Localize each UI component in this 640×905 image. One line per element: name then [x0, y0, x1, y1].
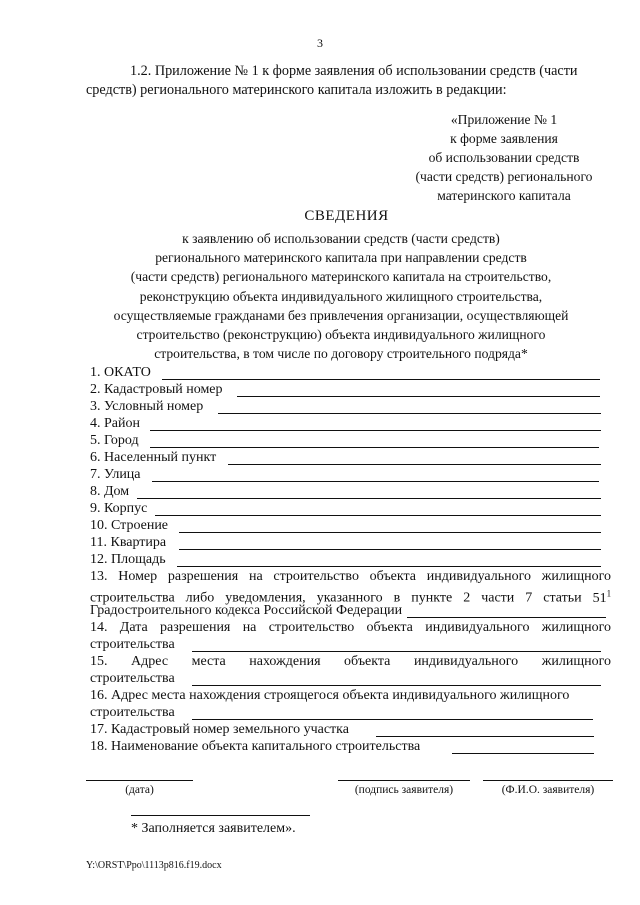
field-permit-date-input[interactable]	[192, 651, 601, 652]
footnote-separator	[131, 815, 310, 816]
field-address-input[interactable]	[192, 685, 601, 686]
subtitle-line: регионального материнского капитала при направлении средств	[155, 250, 527, 266]
applicant-signature-line[interactable]	[338, 780, 470, 781]
field-city-label: 5. Город	[90, 433, 139, 448]
field-apartment-input[interactable]	[179, 549, 601, 550]
field-house-input[interactable]	[137, 498, 601, 499]
date-signature-line[interactable]	[86, 780, 193, 781]
field-object-name-label: 18. Наименование объекта капитального строительства	[90, 739, 421, 754]
field-permit-date-line-2: строительства	[90, 637, 175, 652]
field-street-input[interactable]	[152, 481, 599, 482]
field-settlement-label: 6. Населенный пункт	[90, 450, 217, 465]
field-land-cadastral-label: 17. Кадастровый номер земельного участка	[90, 722, 349, 737]
field-building-address-input[interactable]	[192, 719, 593, 720]
appendix-line: об использовании средств	[428, 150, 580, 165]
appendix-line: «Приложение № 1	[450, 112, 558, 127]
subtitle-line: реконструкцию объекта индивидуального жилищного строительства,	[139, 288, 543, 304]
applicant-name-line[interactable]	[483, 780, 613, 781]
subtitle-line: (части средств) регионального материнского капитала на строительство,	[130, 269, 552, 285]
intro-text	[86, 62, 614, 100]
appendix-line: к форме заявления	[450, 131, 558, 146]
subtitle-line: к заявлению об использовании средств (части средств)	[182, 231, 500, 246]
document-subtitle	[66, 229, 616, 363]
file-path: Y:\ORST\Ppo\1113p816.f19.docx	[86, 860, 222, 871]
field-okato-label: 1. ОКАТО	[90, 365, 151, 380]
field-apartment-label: 11. Квартира	[90, 535, 167, 550]
subtitle-line: осуществляемые гражданами без привлечения организации, осуществляющей	[113, 307, 569, 323]
document-title: СВЕДЕНИЯ	[304, 208, 389, 224]
appendix-line: (части средств) регионального	[415, 169, 593, 184]
field-conditional-label: 3. Условный номер	[90, 399, 204, 414]
field-building-label: 9. Корпус	[90, 501, 148, 516]
field-permit-line-1: 13. Номер разрешения на строительство объекта индивидуального жилищного	[90, 569, 612, 584]
footnote: * Заполняется заявителем».	[131, 821, 296, 836]
field-conditional-input[interactable]	[218, 413, 601, 414]
field-settlement-input[interactable]	[228, 464, 601, 465]
field-area-label: 12. Площадь	[90, 552, 166, 567]
field-okato-input[interactable]	[162, 379, 600, 380]
page-number: 3	[317, 36, 323, 50]
field-permit-date-line-1: 14. Дата разрешения на строительство объекта индивидуального жилищного	[90, 620, 612, 635]
appendix-reference	[395, 110, 613, 205]
field-building-input[interactable]	[155, 515, 601, 516]
name-caption: (Ф.И.О. заявителя)	[501, 784, 595, 796]
subtitle-line: строительства, в том числе по договору строительного подряда*	[154, 346, 528, 362]
date-caption: (дата)	[125, 784, 154, 796]
field-permit-line-3: Градостроительного кодекса Российской Федерации	[90, 603, 403, 618]
field-cadastral-input[interactable]	[237, 396, 600, 397]
field-building-address-line-1: 16. Адрес места нахождения строящегося объекта индивидуального жилищного	[90, 688, 570, 703]
field-structure-label: 10. Строение	[90, 518, 169, 533]
subtitle-line: строительство (реконструкцию) объекта индивидуального жилищного	[136, 327, 546, 343]
field-address-line-2: строительства	[90, 671, 175, 686]
field-area-input[interactable]	[177, 566, 601, 567]
field-district-label: 4. Район	[90, 416, 140, 431]
field-house-label: 8. Дом	[90, 484, 130, 499]
field-cadastral-label: 2. Кадастровый номер	[90, 382, 223, 397]
field-city-input[interactable]	[150, 447, 599, 448]
appendix-line: материнского капитала	[437, 188, 571, 203]
intro-line-1: 1.2. Приложение № 1 к форме заявления об использовании средств (части	[130, 63, 578, 79]
intro-line-2: средств) регионального материнского капитала изложить в редакции:	[86, 82, 507, 98]
field-structure-input[interactable]	[179, 532, 601, 533]
signature-caption: (подпись заявителя)	[354, 784, 454, 796]
field-permit-line-2: строительства либо уведомления, указанного в пункте 2 части 7 статьи $51^1$	[90, 588, 612, 606]
field-permit-input[interactable]	[407, 617, 606, 618]
field-district-input[interactable]	[150, 430, 601, 431]
field-street-label: 7. Улица	[90, 467, 141, 482]
field-address-line-1: 15. Адрес места нахождения объекта индивидуального жилищного	[90, 654, 612, 669]
field-building-address-line-2: строительства	[90, 705, 175, 720]
field-land-cadastral-input[interactable]	[376, 736, 594, 737]
field-object-name-input[interactable]	[452, 753, 594, 754]
